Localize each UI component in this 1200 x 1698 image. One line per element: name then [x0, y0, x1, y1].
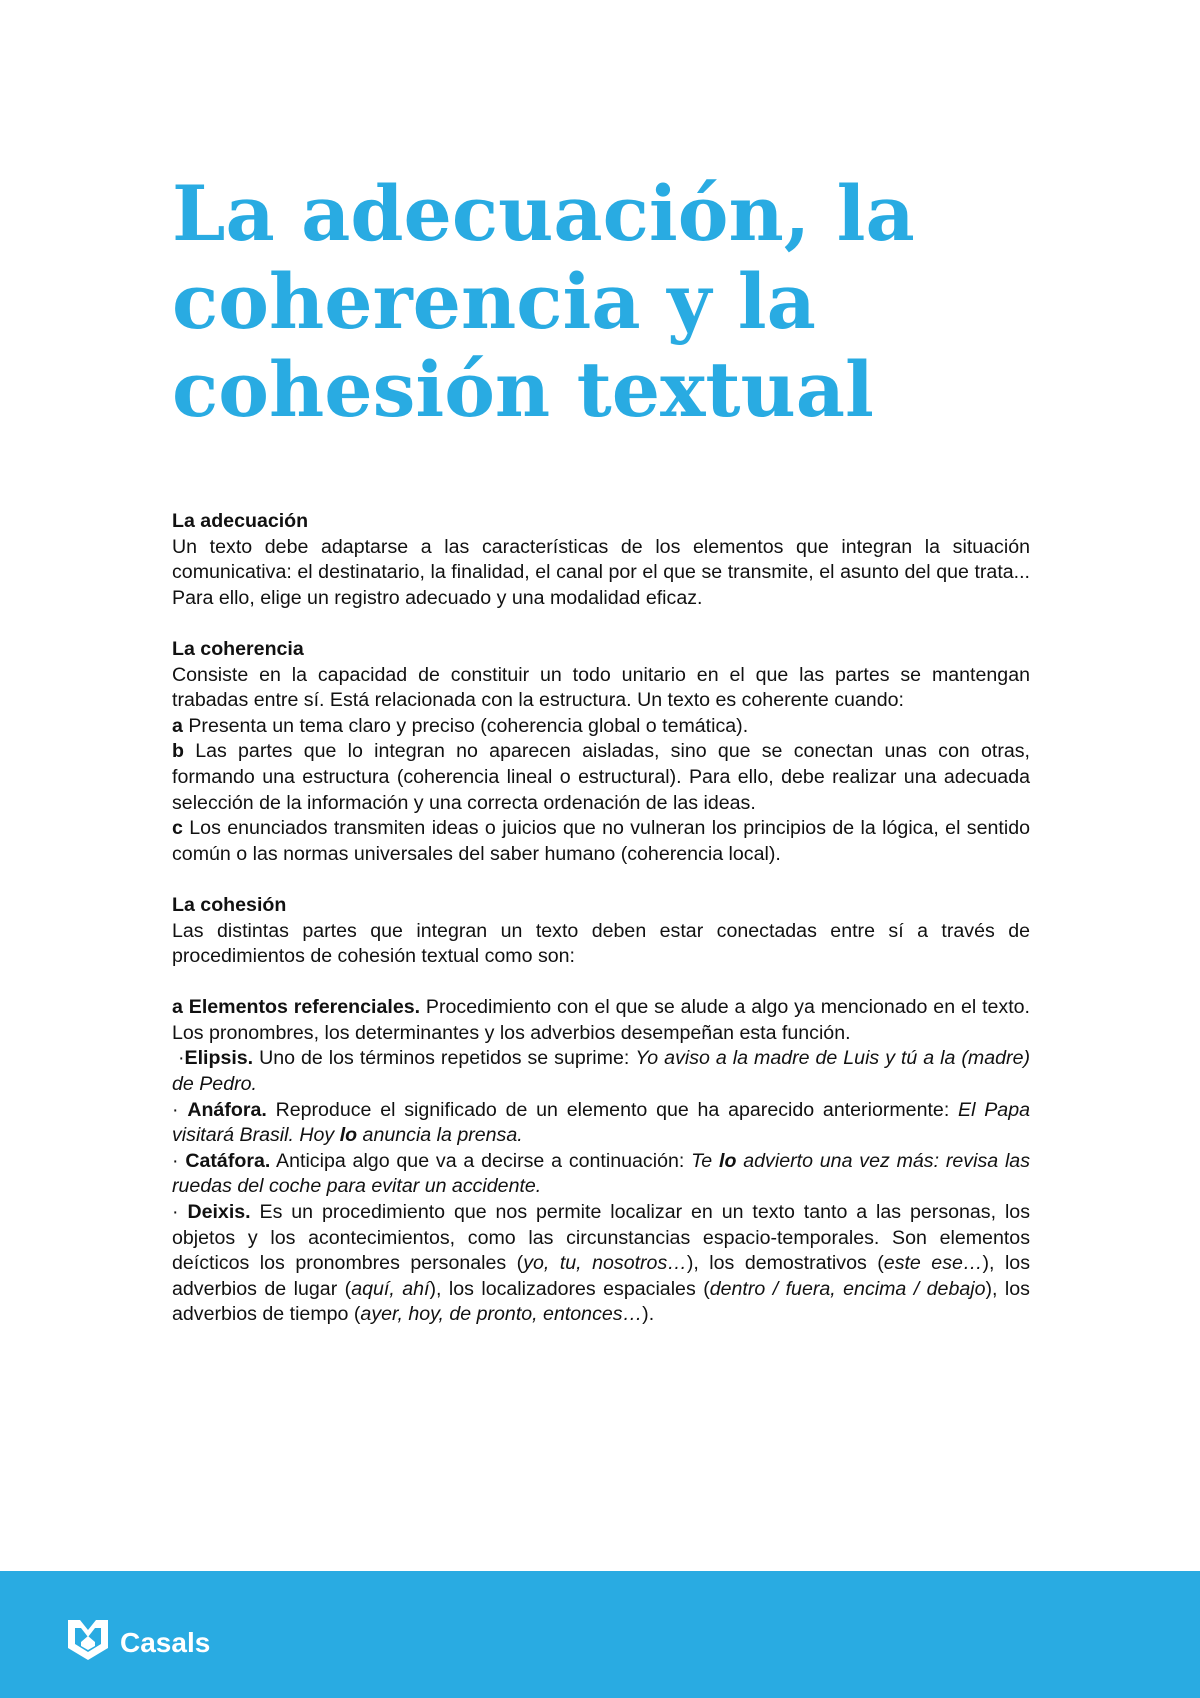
- brand-name: Casals: [120, 1626, 211, 1658]
- item-label: a: [172, 714, 183, 737]
- section-heading-coherencia: La coherencia: [172, 637, 304, 660]
- anafora-item: [172, 1098, 1030, 1149]
- catafora-label: Catáfora.: [185, 1149, 271, 1172]
- referenciales-text: Procedimiento con el que se alude a algo ya mencionado en el texto. Los pronombres, los determinantes y los adverbios desempeñan esta función.: [172, 996, 1030, 1044]
- anafora-text: Reproduce el significado de un elemento que ha aparecido anteriormente:: [266, 1098, 959, 1121]
- elipsis-item: [172, 1046, 1030, 1097]
- coherencia-item-b: [172, 739, 1030, 816]
- section-cohesion: [172, 893, 1030, 1328]
- item-text: Los enunciados transmiten ideas o juicios que no vulneran los principios de la lógica, el sentido común o las normas universales del saber humano (coherencia local).: [172, 817, 1030, 865]
- bullet: ·: [177, 1047, 185, 1070]
- catafora-text: Anticipa algo que va a decirse a continuación:: [270, 1149, 692, 1172]
- section-coherencia: [172, 637, 1030, 867]
- referenciales-label: a Elementos referenciales.: [172, 996, 421, 1019]
- anafora-example: El Papa visitará Brasil. Hoy lo anuncia la prensa.: [172, 1098, 1030, 1147]
- adecuacion-paragraph: Un texto debe adaptarse a las características de los elementos que integran la situación comunicativa: el destinatario, la finalidad, el canal por el que se transmite, el asunto del que trata... Para ello, elige un registro adecuado y una modalidad eficaz.: [172, 535, 1030, 609]
- item-label: c: [172, 817, 183, 840]
- deixis-item: · Deixis. Es un procedimiento que nos permite localizar en un texto tanto a las personas, los objetos y los acontecimientos, como las circunstancias espacio-temporales. Son elementos deícticos los pronombres personales (yo, tu, nosotros…), los demostrativos (este ese…), los adverbios de lugar (aquí, ahí), los localizadores espaciales (dentro / fuera, encima / debajo), los adverbios de tiempo (ayer, hoy, de pronto, entonces…).: [172, 1201, 1030, 1326]
- section-heading-adecuacion: La adecuación: [172, 510, 309, 532]
- deixis-label: Deixis.: [187, 1201, 251, 1224]
- bullet: ·: [172, 1149, 179, 1172]
- bullet: ·: [172, 1201, 179, 1224]
- referenciales-paragraph: [172, 995, 1030, 1046]
- elipsis-label: Elipsis.: [184, 1047, 254, 1070]
- bullet: ·: [172, 1098, 179, 1121]
- item-text: Las partes que lo integran no aparecen aisladas, sino que se conectan unas con otras, formando una estructura (coherencia lineal o estructural). Para ello, debe realizar una adecuada selección de la información y una correcta ordenación de las ideas.: [172, 740, 1030, 814]
- title-line-2: coherencia y la: [172, 257, 816, 346]
- coherencia-item-a: [172, 714, 1030, 740]
- catafora-example: Te lo advierto una vez más: revisa las ruedas del coche para evitar un accidente.: [172, 1149, 1030, 1198]
- footer-bar: [0, 1571, 1200, 1698]
- casals-logo-icon: [66, 1618, 110, 1667]
- casals-logo[interactable]: [66, 1618, 210, 1667]
- elipsis-example: Yo aviso a la madre de Luis y tú a la (madre) de Pedro.: [172, 1047, 1030, 1096]
- coherencia-intro: Consiste en la capacidad de constituir un todo unitario en el que las partes se mantengan trabadas entre sí. Está relacionada con la estructura. Un texto es coherente cuando:: [172, 663, 1030, 712]
- anafora-label: Anáfora.: [187, 1098, 267, 1121]
- item-label: b: [172, 740, 184, 763]
- catafora-item: [172, 1149, 1030, 1200]
- section-adecuacion: [172, 509, 1030, 611]
- title-line-1: La adecuación, la: [172, 169, 915, 258]
- document-body: [172, 509, 1030, 1328]
- cohesion-intro: Las distintas partes que integran un texto deben estar conectadas entre sí a través de procedimientos de cohesión textual como son:: [172, 919, 1030, 968]
- elipsis-text: Uno de los términos repetidos se suprime:: [253, 1047, 636, 1070]
- item-text: Presenta un tema claro y preciso (coherencia global o temática).: [182, 714, 749, 737]
- section-heading-cohesion: La cohesión: [172, 893, 287, 916]
- title-line-3: cohesión textual: [172, 345, 874, 434]
- coherencia-item-c: [172, 816, 1030, 867]
- page-title: [172, 170, 1092, 434]
